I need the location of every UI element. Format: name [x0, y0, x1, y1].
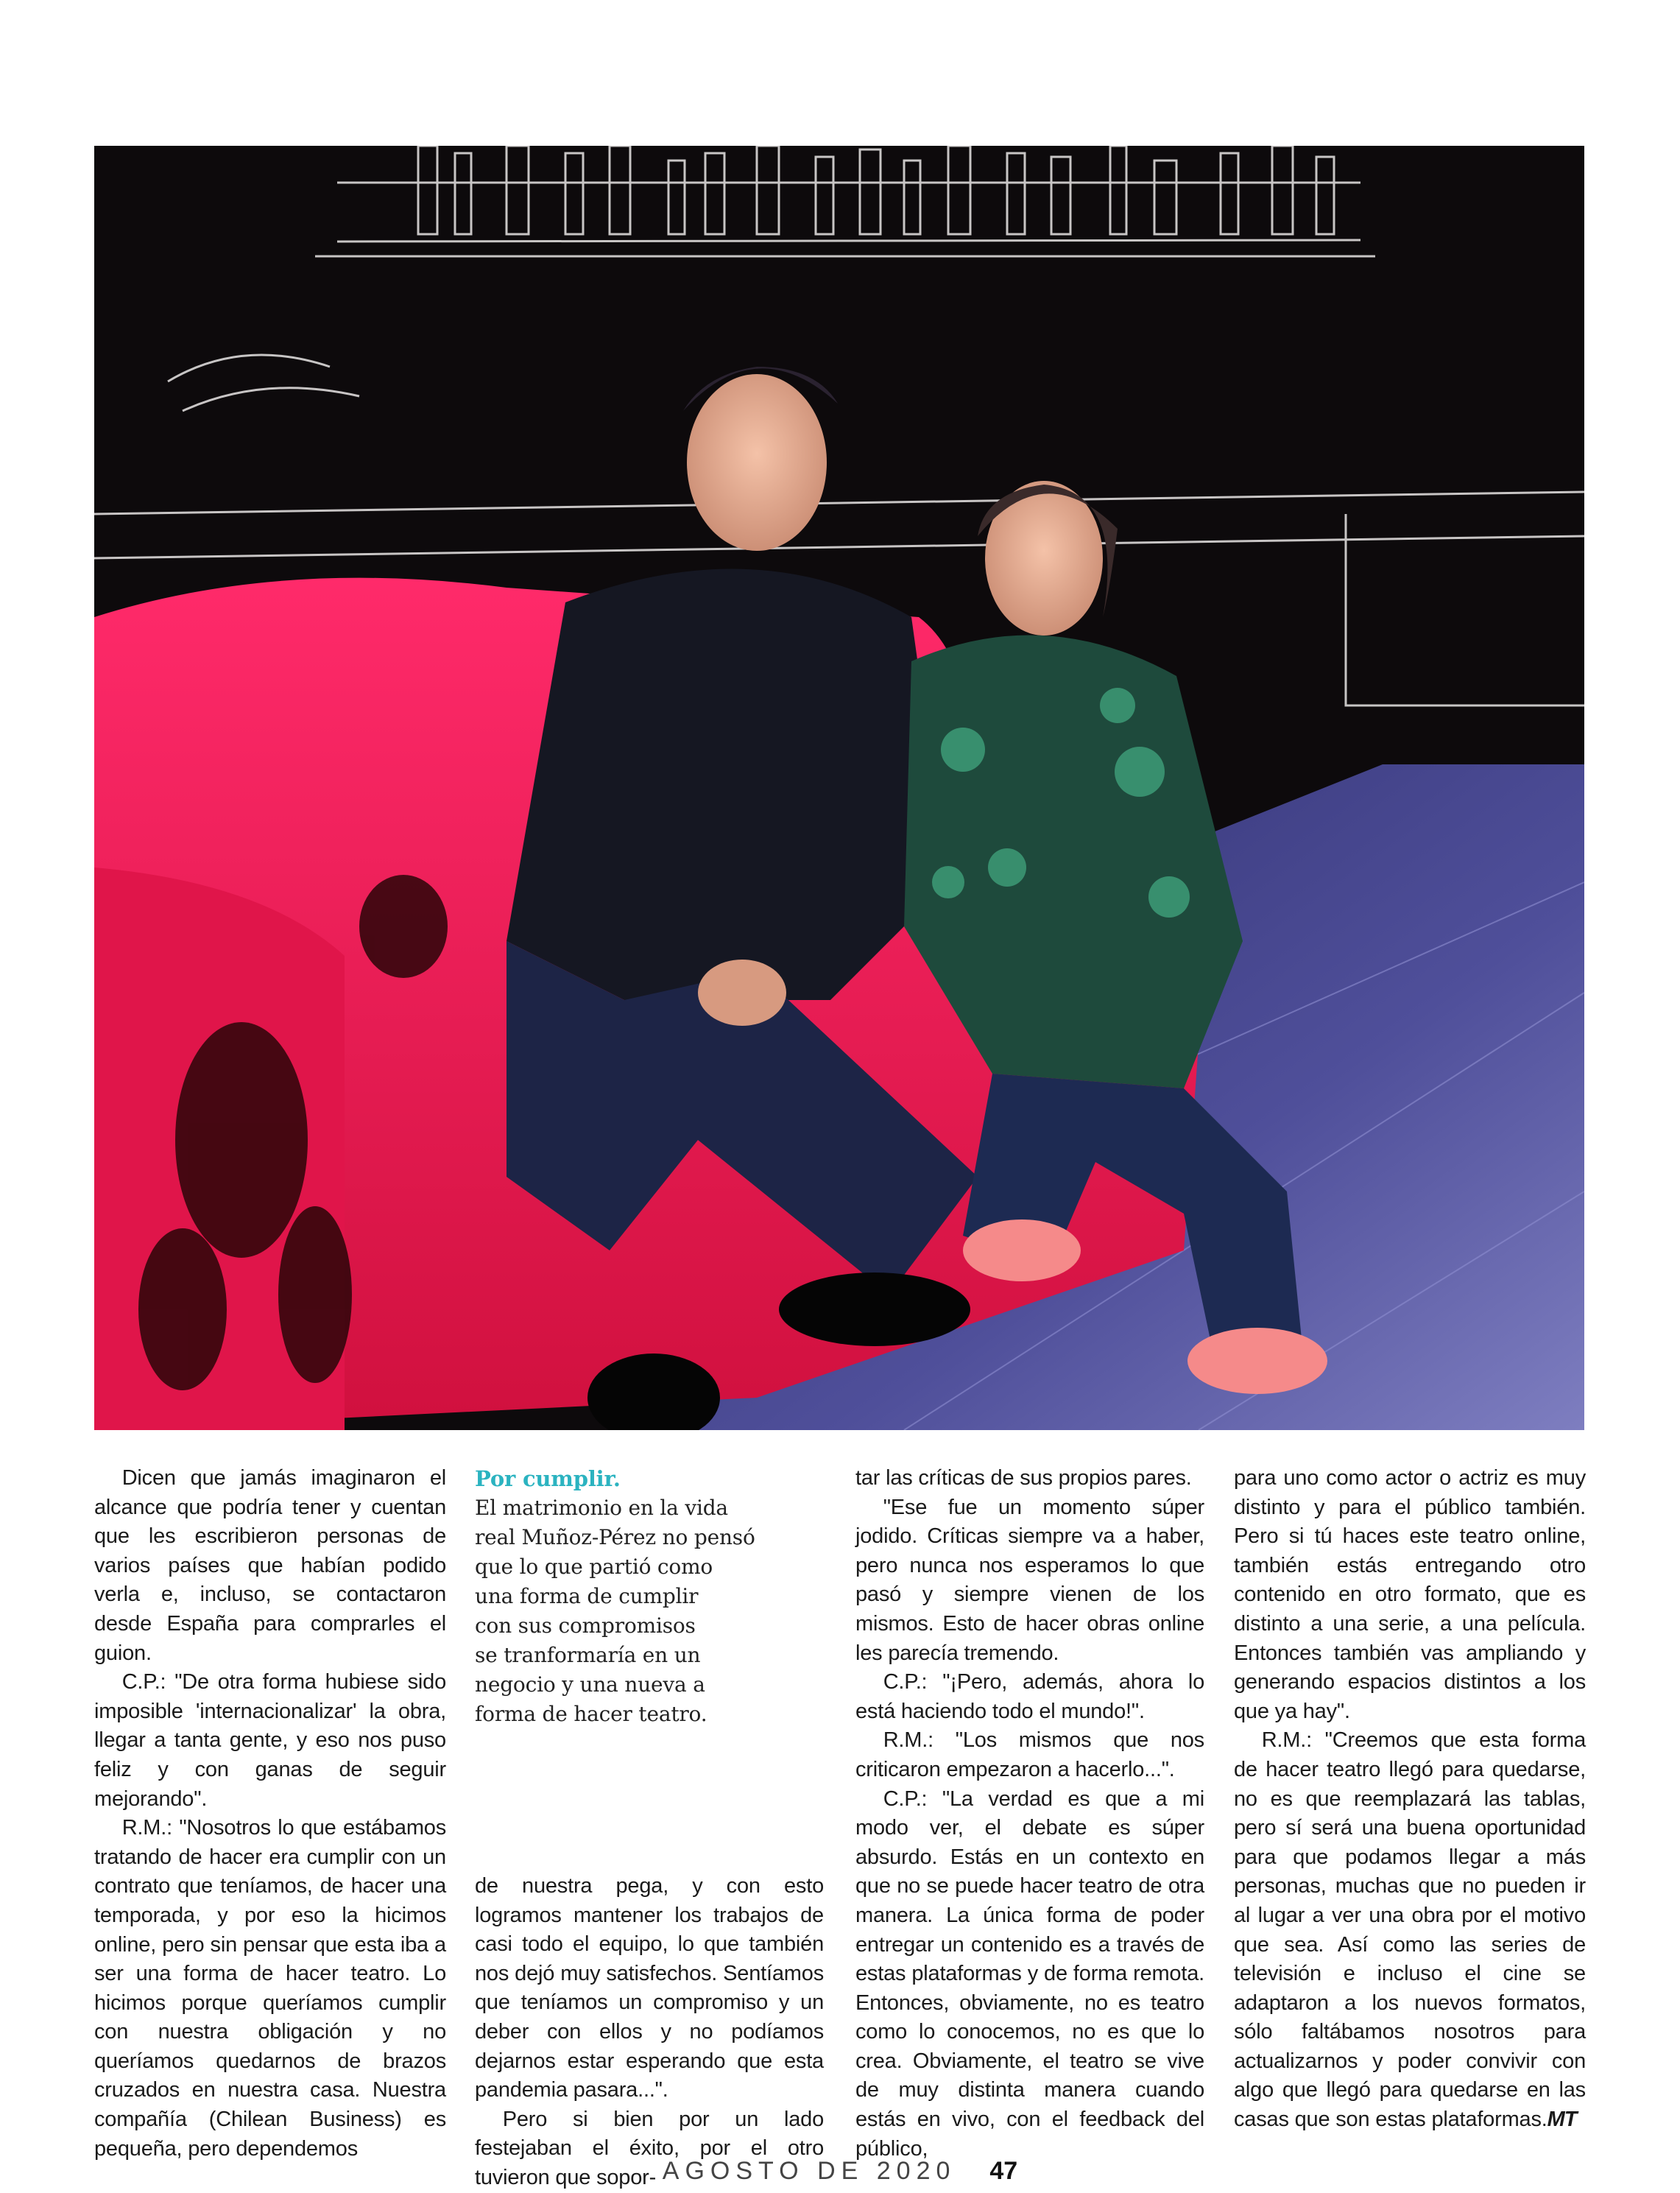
paragraph: C.P.: "La verdad es que a mi modo ver, el debate es súper absurdo. Estás en un contexto en que no se puede hacer teatro de otra manera. La única forma de poder entregar un contenido es a través de estas plataformas y de forma remota. Entonces, obviamente, no es teatro como lo conocemos, no es que lo crea. Obviamente, el teatro se vive de muy distinta manera cuando estás en vivo, con el feedback del público, — [855, 1787, 1204, 2161]
page-footer — [0, 2156, 1680, 2186]
paragraph: Dicen que jamás imaginaron el alcance que podría tener y cuentan que les escribieron personas de varios países que habían podido verla e, incluso, se contactaron desde España para comprarles el guion. — [94, 1466, 446, 1665]
issue-date: AGOSTO DE 2020 — [662, 2157, 956, 2185]
paragraph: C.P.: "¡Pero, además, ahora lo está haciendo todo el mundo!". — [855, 1670, 1204, 1723]
sidebar-box — [475, 1464, 796, 1729]
article-photo — [94, 146, 1584, 1430]
paragraph: de nuestra pega, y con esto logramos mantener los trabajos de casi todo el equipo, lo que también nos dejó muy satisfechos. Sentíamos que teníamos un compromiso y un deber con ellos y no podíamos dejarnos estar esperando que esta pandemia pasara...". — [475, 1874, 824, 2102]
page-number: 47 — [989, 2157, 1018, 2185]
paragraph-text: R.M.: "Creemos que esta forma de hacer teatro llegó para quedarse, no es que reemplazará las tablas, pero sí será una buena oportunidad para que podamos llegar a más personas, muchas que no pueden ir al lugar a ver una obra por el motivo que sea. Así como las series de televisión e incluso el cine se adaptaron a los nuevos formatos, sólo faltábamos nosotros para actualizarnos y poder convivir con algo que llegó para quedarse en las casas que son estas plataformas. — [1234, 1728, 1586, 2132]
stage-photo-illustration — [94, 146, 1584, 1430]
sidebar-title: Por cumplir. — [475, 1466, 621, 1491]
paragraph: C.P.: "De otra forma hubiese sido imposible 'internacionalizar' la obra, llegar a tanta gente, y eso nos puso feliz y con ganas de seguir mejorando". — [94, 1670, 446, 1811]
paragraph: R.M.: "Nosotros lo que estábamos tratando de hacer era cumplir con un contrato que teníamos, de hacer una temporada, y por eso la hicimos online, pero sin pensar que esta iba a ser una forma de hacer teatro. Lo hicimos porque queríamos cumplir con nuestra obligación y no queríamos quedarnos de brazos cruzados en nuestra casa. Nuestra compañía (Chilean Business) es pequeña, pero dependemos — [94, 1816, 446, 2161]
end-mark: MT — [1547, 2108, 1577, 2132]
paragraph: tar las críticas de sus propios pares. — [855, 1466, 1192, 1490]
article-column-1 — [94, 1464, 446, 2164]
paragraph: R.M.: "Los mismos que nos criticaron empezaron a hacerlo...". — [855, 1728, 1204, 1781]
paragraph: para uno como actor o actriz es muy distinto y para el público también. Pero si tú haces este teatro online, también estás entregando otro contenido en otro formato, que es distinto a una serie, a una película. Entonces también vas ampliando y generando espacios distintos a los que ya hay". — [1234, 1466, 1586, 1723]
sidebar-text: El matrimonio en la vida real Muñoz-Pérez no pensó que lo que partió como una forma de cumplir con sus compromisos se tranformaría en un negocio y una nueva a forma de hacer teatro. — [475, 1496, 755, 1726]
paragraph: "Ese fue un momento súper jodido. Críticas siempre va a haber, pero nunca nos esperamos lo que pasó y siempre vienen de los mismos. Esto de hacer obras online les parecía tremendo. — [855, 1495, 1204, 1665]
article-column-2 — [475, 1872, 824, 2193]
paragraph — [1234, 1726, 1586, 2134]
article-column-4 — [1234, 1464, 1586, 2135]
paragraph: Pero si bien por un lado festejaban el éxito, por el otro tuvieron que sopor- — [475, 2107, 824, 2189]
article-column-3 — [855, 1464, 1204, 2164]
